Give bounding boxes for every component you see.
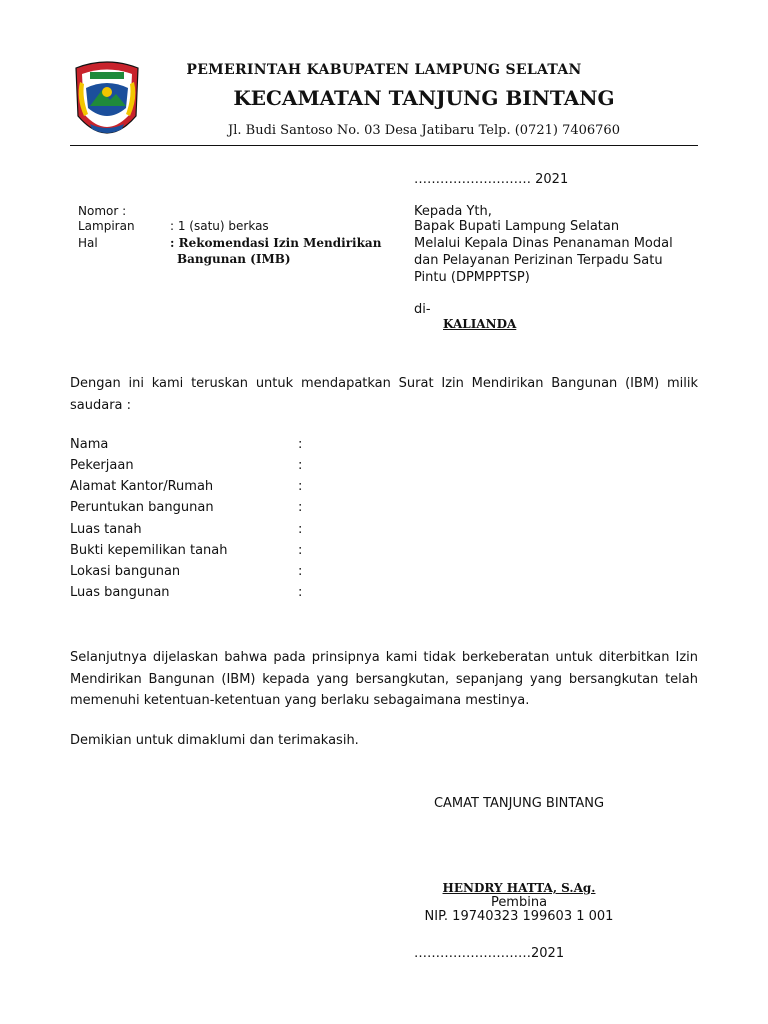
field-label: Nama bbox=[70, 437, 109, 452]
field-colon: : bbox=[298, 500, 303, 515]
field-colon: : bbox=[298, 522, 303, 537]
field-label: Luas tanah bbox=[70, 522, 142, 537]
hal-value-line1: : Rekomendasi Izin Mendirikan bbox=[170, 236, 382, 250]
field-colon: : bbox=[298, 458, 303, 473]
field-row bbox=[70, 500, 320, 516]
recipient-di: di- bbox=[414, 302, 431, 317]
field-row bbox=[70, 564, 320, 580]
field-colon: : bbox=[298, 479, 303, 494]
signatory-rank: Pembina bbox=[490, 895, 548, 910]
field-row bbox=[70, 479, 320, 495]
recipient-line4: Pintu (DPMPPTSP) bbox=[414, 270, 530, 285]
field-label: Peruntukan bangunan bbox=[70, 500, 214, 515]
field-label: Bukti kepemilikan tanah bbox=[70, 543, 228, 558]
letterhead-address: Jl. Budi Santoso No. 03 Desa Jatibaru Telp. (0721) 7406760 bbox=[228, 123, 620, 138]
lampiran-label: Lampiran bbox=[78, 219, 135, 233]
footer-date: ………………………2021 bbox=[414, 946, 565, 961]
recipient-line3: dan Pelayanan Perizinan Terpadu Satu bbox=[414, 253, 663, 268]
hal-label: Hal bbox=[78, 236, 98, 250]
field-row bbox=[70, 543, 320, 559]
letterhead-divider bbox=[70, 145, 698, 146]
closing-sentence: Demikian untuk dimaklumi dan terimakasih. bbox=[70, 733, 359, 748]
field-label: Alamat Kantor/Rumah bbox=[70, 479, 214, 494]
recipient-line1: Bapak Bupati Lampung Selatan bbox=[414, 219, 620, 234]
field-label: Lokasi bangunan bbox=[70, 564, 181, 579]
field-row bbox=[70, 585, 320, 601]
letterhead-district: KECAMATAN TANJUNG BINTANG bbox=[233, 86, 615, 110]
lampiran-value: : 1 (satu) berkas bbox=[170, 219, 269, 233]
field-row bbox=[70, 437, 320, 453]
explanation-paragraph: Selanjutnya dijelaskan bahwa pada prinsipnya kami tidak berkeberatan untuk diterbitkan Izin Mendirikan Bangunan (IBM) kepada yang bersangkutan, sepanjang yang bersangkutan telah memenuhi ketentuan-ketentuan yang berlaku sebagaimana mestinya. bbox=[70, 650, 698, 708]
recipient-greeting: Kepada Yth, bbox=[414, 204, 492, 219]
intro-paragraph: Dengan ini kami teruskan untuk mendapatkan Surat Izin Mendirikan Bangunan (IBM) milik saudara : bbox=[70, 376, 698, 413]
nomor-label: Nomor : bbox=[78, 204, 127, 218]
field-row bbox=[70, 458, 320, 474]
recipient-line2: Melalui Kepala Dinas Penanaman Modal bbox=[414, 236, 673, 251]
field-label: Luas bangunan bbox=[70, 585, 170, 600]
hal-value-line2: Bangunan (IMB) bbox=[177, 252, 291, 266]
field-colon: : bbox=[298, 543, 303, 558]
field-colon: : bbox=[298, 437, 303, 452]
letter-date: ……………………… 2021 bbox=[414, 172, 569, 187]
letterhead-government: PEMERINTAH KABUPATEN LAMPUNG SELATAN bbox=[186, 62, 582, 78]
field-row bbox=[70, 522, 320, 538]
field-colon: : bbox=[298, 564, 303, 579]
field-label: Pekerjaan bbox=[70, 458, 134, 473]
signatory-name: HENDRY HATTA, S.Ag. bbox=[442, 881, 596, 895]
signatory-nip: NIP. 19740323 199603 1 001 bbox=[424, 909, 614, 924]
signatory-title: CAMAT TANJUNG BINTANG bbox=[433, 796, 605, 811]
field-colon: : bbox=[298, 585, 303, 600]
recipient-city: KALIANDA bbox=[443, 317, 517, 331]
